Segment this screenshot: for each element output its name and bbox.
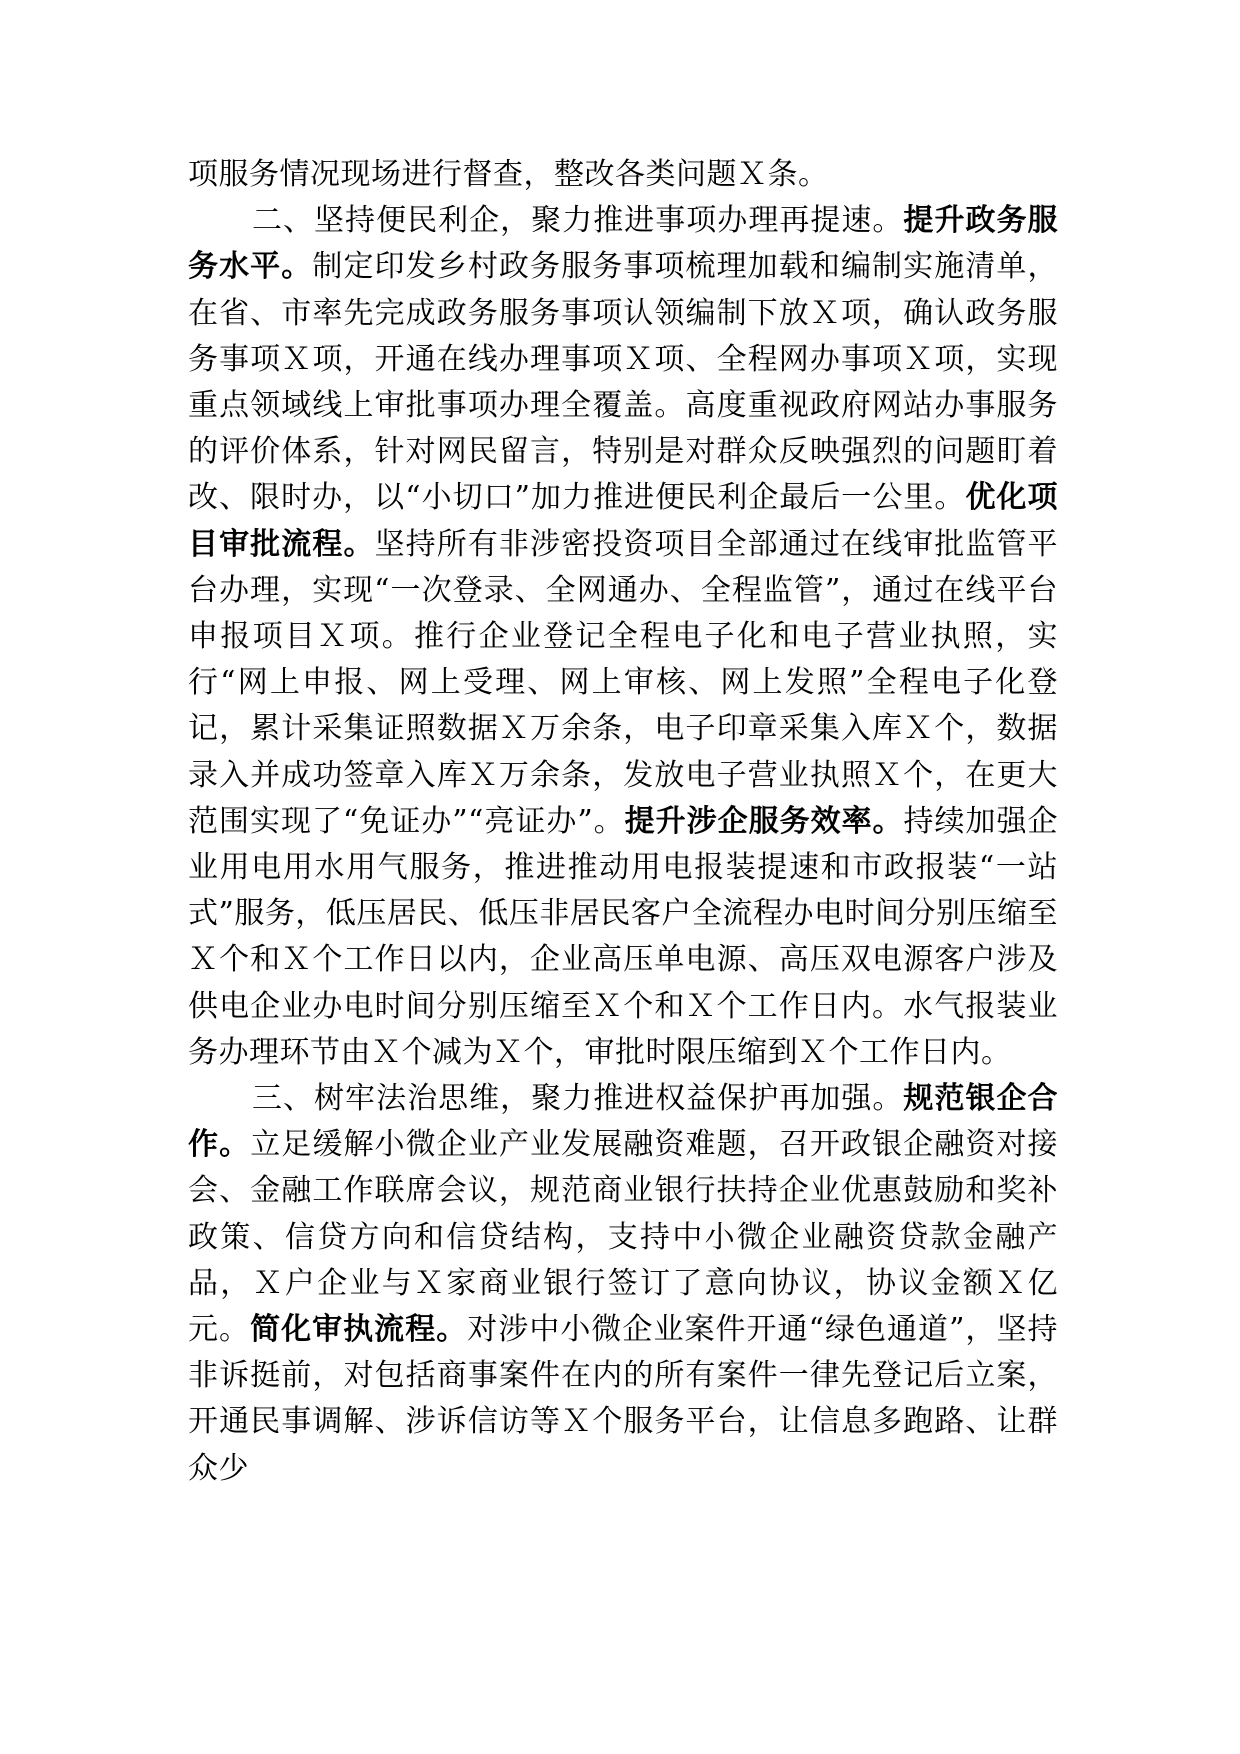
document-body [188,152,1058,1492]
section-three-heading: 三、树牢法治思维，聚力推进权益保护再加强。 [252,1081,904,1117]
section-two-heading: 二、坚持便民利企，聚力推进事项办理再提速。 [252,203,904,239]
paragraph-text: 立足缓解小微企业产业发展融资难题，召开政银企融资对接会、金融工作联席会议，规范商业银行扶持企业优惠鼓励和奖补政策、信贷方向和信贷结构，支持中小微企业融资贷款金融产品，Ｘ户企业与Ｘ家商业银行签订了意向协议，协议金额Ｘ亿元。 [188,1127,1059,1348]
subheading-optimize-approval-process: 优化项目审批流程。 [188,480,1058,562]
subheading-improve-enterprise-service: 提升涉企服务效率。 [624,803,904,839]
paragraph-text: 对涉中小微企业案件开通“绿色通道”，坚持非诉挺前，对包括商事案件在内的所有案件一律先登记后立案，开通民事调解、涉诉信访等Ｘ个服务平台，让信息多跑路、让群众少 [188,1312,1058,1486]
subheading-improve-government-service: 提升政务服务水平。 [188,203,1059,285]
subheading-bank-enterprise-cooperation: 规范银企合作。 [188,1081,1059,1163]
paragraph-continuation [188,152,1058,198]
paragraph-section-three [188,1076,1058,1492]
paragraph-text: 坚持所有非涉密投资项目全部通过在线审批监管平台办理，实现“一次登录、全网通办、全程监管”，通过在线平台申报项目Ｘ项。推行企业登记全程电子化和电子营业执照，实行“网上申报、网上受理、网上审核、网上发照”全程电子化登记，累计采集证照数据Ｘ万余条，电子印章采集入库Ｘ个，数据录入并成功签章入库Ｘ万余条，发放电子营业执照Ｘ个，在更大范围实现了“免证办”“亮证办”。 [188,526,1059,839]
paragraph-text: 持续加强企业用电用水用气服务，推进推动用电报装提速和市政报装“一站式”服务，低压居民、低压非居民客户全流程办电时间分别压缩至Ｘ个和Ｘ个工作日以内，企业高压单电源、高压双电源客户涉及供电企业办电时间分别压缩至Ｘ个和Ｘ个工作日内。水气报装业务办理环节由Ｘ个减为Ｘ个，审批时限压缩到Ｘ个工作日内。 [188,803,1058,1070]
paragraph-text: 制定印发乡村政务服务事项梳理加载和编制实施清单，在省、市率先完成政务服务事项认领编制下放Ｘ项，确认政务服务事项Ｘ项，开通在线办理事项Ｘ项、全程网办事项Ｘ项，实现重点领域线上审批事项办理全覆盖。高度重视政府网站办事服务的评价体系，针对网民留言，特别是对群众反映强烈的问题盯着改、限时办，以“小切口”加力推进便民利企最后一公里。 [188,249,1059,516]
subheading-simplify-trial-process: 简化审执流程。 [250,1312,468,1348]
paragraph-text: 项服务情况现场进行督查，整改各类问题Ｘ条。 [188,157,829,192]
paragraph-section-two [188,198,1058,1076]
